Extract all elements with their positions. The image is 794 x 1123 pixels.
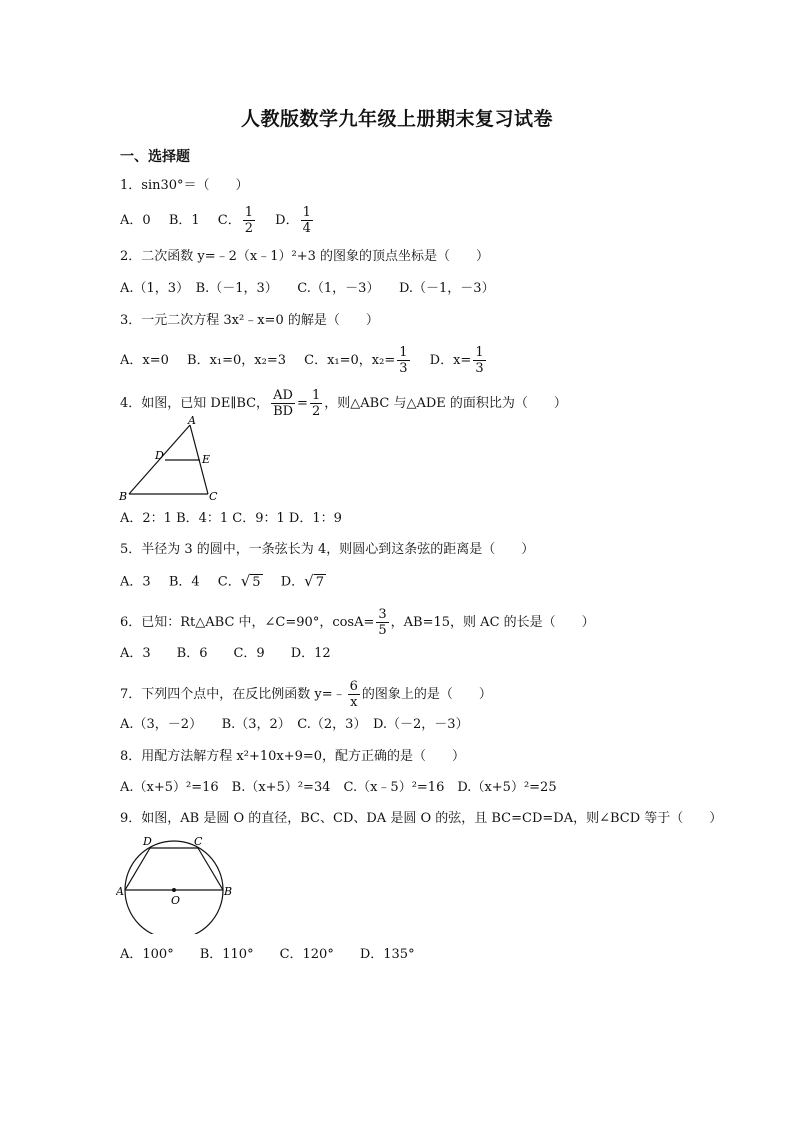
- q9-label-c: C: [194, 835, 203, 848]
- q5-option-b: B．4: [168, 574, 200, 590]
- q1-option-b: B．1: [168, 213, 200, 228]
- q3-c-fraction: $\frac{1}{3}$: [399, 345, 408, 376]
- q9-circle-figure: [116, 834, 236, 934]
- q7-function-fraction: $\frac{6}{x}$: [349, 679, 358, 710]
- q8-stem: 8．用配方法解方程 x²+10x+9=0，配方正确的是（ ）: [120, 749, 466, 764]
- q3-option-c: C．x₁=0，x₂=: [304, 353, 396, 368]
- page-title: 人教版数学九年级上册期末复习试卷: [240, 108, 553, 130]
- q9-label-d: D: [143, 835, 152, 848]
- q9-stem: 9．如图，AB 是圆 O 的直径，BC、CD、DA 是圆 O 的弦，且 BC=CD=DA，则∠BCD 等于（ ）: [120, 811, 723, 826]
- q9-label-a: A: [116, 885, 124, 898]
- q6-options: A．3 B．6 C．9 D．12: [120, 646, 331, 661]
- q7-stem: 7．下列四个点中，在反比例函数 y=﹣ $\frac{6}{x}$ 的图象上的是（ ）: [120, 679, 492, 710]
- q3-d-fraction: $\frac{1}{3}$: [475, 345, 484, 376]
- q3-option-b: B．x₁=0，x₂=3: [187, 353, 286, 368]
- q3-option-d: D．x=: [429, 353, 472, 368]
- q4-stem: 4．如图，已知 DE∥BC， $\frac{AD}{BD}$ = $\frac{1}{2}$ ，则△ABC 与△ADE 的面积比为（ ）: [120, 388, 567, 419]
- q4-label-b: B: [119, 490, 128, 503]
- q4-ratio-fraction: $\frac{AD}{BD}$: [273, 388, 294, 419]
- q5-options: [120, 572, 326, 592]
- q1-c-fraction: $\frac{1}{2}$: [244, 205, 254, 236]
- q2-stem: 2．二次函数 y=﹣2（x﹣1）²+3 的图象的顶点坐标是（ ）: [120, 249, 490, 264]
- q4-value-fraction: $\frac{1}{2}$: [311, 388, 321, 419]
- q5-option-d: D．: [280, 574, 305, 590]
- q4-label-e: E: [202, 453, 211, 466]
- q4-options: A．2：1 B．4：1 C．9：1 D．1：9: [120, 511, 342, 526]
- q5-option-a: A．3: [120, 574, 151, 590]
- q6-cos-fraction: $\frac{3}{5}$: [378, 607, 387, 638]
- q1-option-c: C．: [217, 213, 241, 228]
- q9-label-b: B: [224, 885, 233, 898]
- section-heading: 一、选择题: [120, 149, 190, 165]
- q1-options: [120, 206, 315, 235]
- q7-options: A.（3，－2） B.（3，2） C.（2，3） D.（－2，－3）: [120, 717, 469, 732]
- q3-option-a: A．x=0: [120, 353, 169, 368]
- q4-label-d: D: [155, 449, 164, 462]
- q4-label-a: A: [188, 416, 196, 427]
- q8-options: A.（x+5）²=16 B.（x+5）²=34 C.（x﹣5）²=16 D.（x+5）²=25: [120, 780, 557, 795]
- q2-options: A.（1，3） B.（－1，3） C.（1，－3） D.（－1，－3）: [120, 281, 495, 296]
- q1-stem: 1．sin30°＝（ ）: [120, 178, 249, 193]
- q4-triangle-figure: [116, 416, 226, 508]
- q3-options: [120, 346, 488, 375]
- q1-option-a: A．0: [120, 213, 151, 228]
- q5-option-c: C．: [217, 574, 241, 590]
- q3-stem: 3．一元二次方程 3x²﹣x=0 的解是（ ）: [120, 313, 379, 328]
- q9-options: A．100° B．110° C．120° D．135°: [120, 947, 415, 962]
- q9-label-o: O: [171, 894, 181, 907]
- q4-label-c: C: [209, 490, 218, 503]
- q5-stem: 5．半径为 3 的圆中，一条弦长为 4，则圆心到这条弦的距离是（ ）: [120, 542, 535, 557]
- q5-c-sqrt: √ 5: [240, 572, 261, 590]
- q1-d-fraction: $\frac{1}{4}$: [302, 205, 311, 236]
- q6-stem: 6．已知：Rt△ABC 中，∠C=90°，cosA= $\frac{3}{5}$ ，AB=15，则 AC 的长是（ ）: [120, 607, 595, 638]
- q1-option-d: D．: [275, 213, 299, 228]
- q5-d-sqrt: √ 7: [304, 572, 324, 590]
